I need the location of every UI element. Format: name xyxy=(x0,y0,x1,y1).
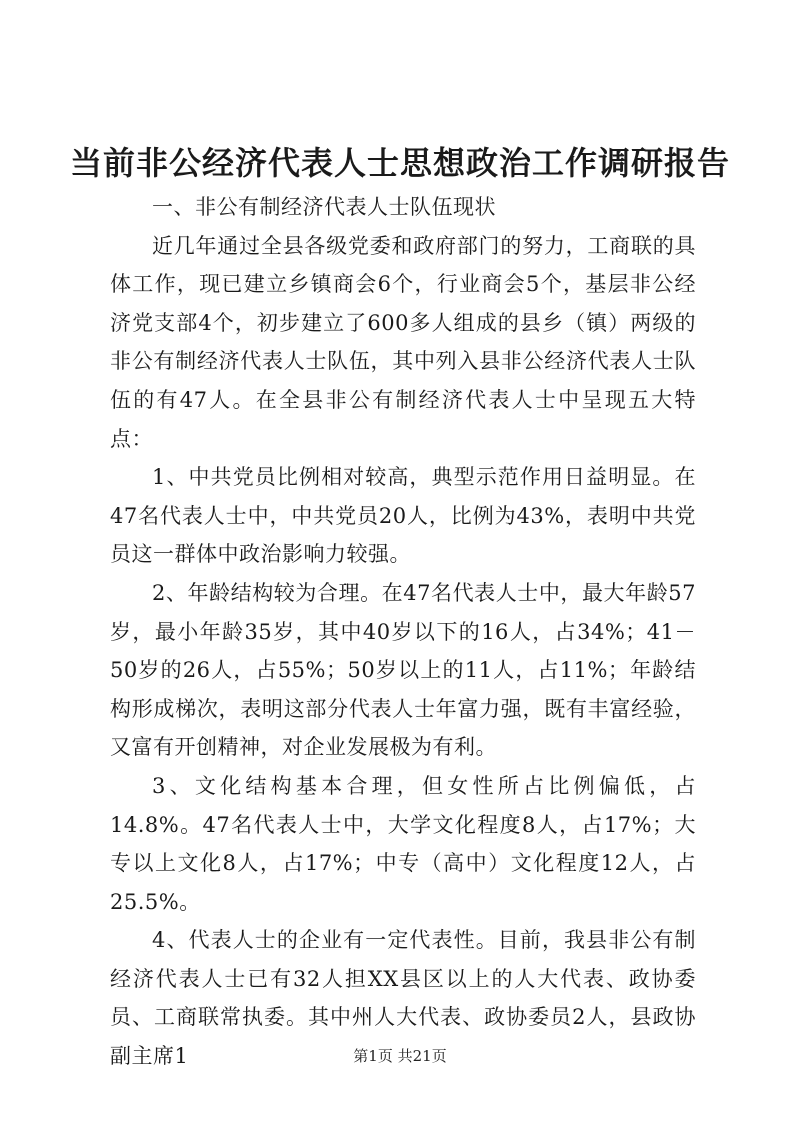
paragraph: 3、文化结构基本合理，但女性所占比例偏低，占14.8%。47名代表人士中，大学文化程度8人，占17%；大专以上文化8人，占17%；中专（高中）文化程度12人，占25.5%。 xyxy=(110,773,696,914)
paragraph: 2、年龄结构较为合理。在47名代表人士中，最大年龄57岁，最小年龄35岁，其中40岁以下的16人，占34%；41－50岁的26人，占55%；50岁以上的11人，占11%；年龄结构形成梯次，表明这部分代表人士年富力强，既有丰富经验，又富有开创精神，对企业发展极为有利。 xyxy=(110,580,696,760)
section-heading: 一、非公有制经济代表人士队伍现状 xyxy=(152,195,496,219)
paragraph: 4、代表人士的企业有一定代表性。目前，我县非公有制经济代表人士已有32人担XX县区以上的人大代表、政协委员、工商联常执委。其中州人大代表、政协委员2人，县政协副主席1 xyxy=(110,928,696,1069)
paragraph: 1、中共党员比例相对较高，典型示范作用日益明显。在47名代表人士中，中共党员20人，比例为43%，表明中共党员这一群体中政治影响力较强。 xyxy=(110,465,696,567)
document-body xyxy=(110,188,696,1076)
page-number-footer: 第1页 共21页 xyxy=(353,1047,447,1065)
paragraph: 近几年通过全县各级党委和政府部门的努力，工商联的具体工作，现已建立乡镇商会6个，行业商会5个，基层非公经济党支部4个，初步建立了600多人组成的县乡（镇）两级的非公有制经济代表人士队伍，其中列入县非公经济代表人士队伍的有47人。在全县非公有制经济代表人士中呈现五大特点： xyxy=(110,233,696,451)
page-title: 当前非公经济代表人士思想政治工作调研报告 xyxy=(69,144,730,182)
